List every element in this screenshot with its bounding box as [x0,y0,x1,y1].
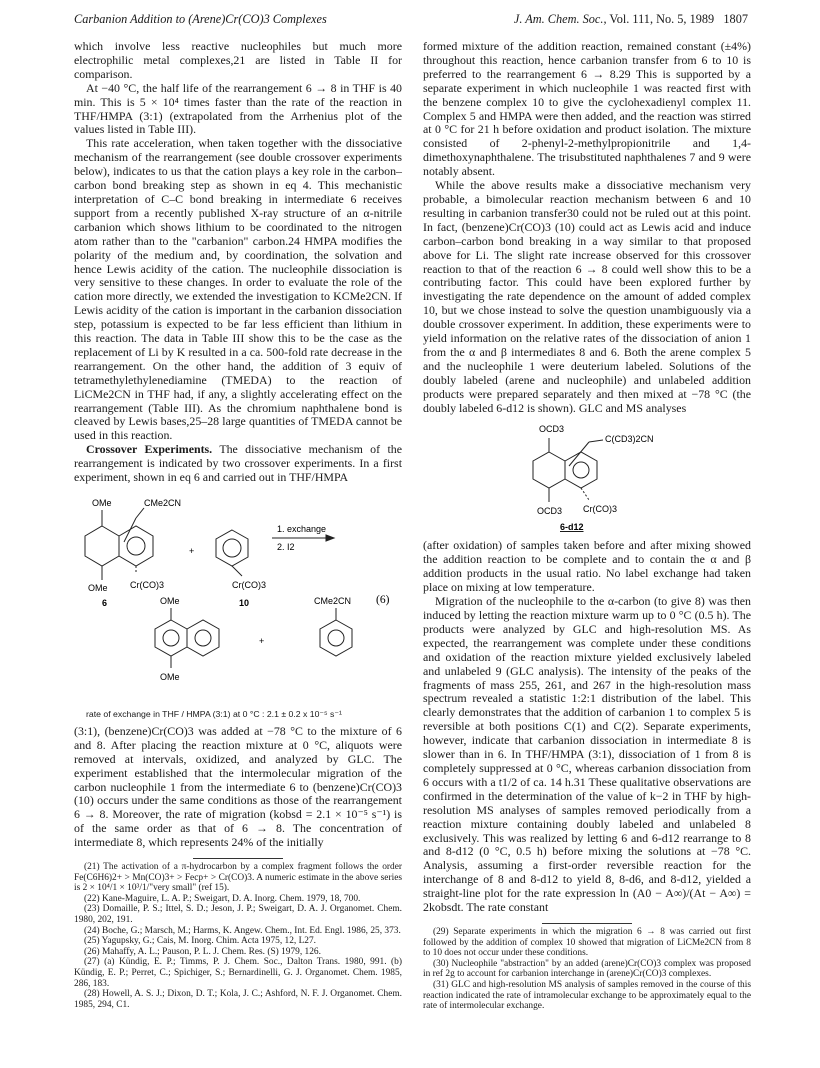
cr-bond [581,488,589,500]
bond [136,508,144,518]
paragraph: (3:1), (benzene)Cr(CO)3 was added at −78 °C to the mixture of 6 and 8. After placing the reaction mixture at 0 °C, aliquots were removed at intervals, oxidized, and analyzed by GLC. The experiment established that the intermolecular migration of the carbon nucleophile 1 from the intermediate 6 to (benzene)Cr(CO)3 (10) occurs under the same conditions as those of the rearrangement 6 → 8. Moreover, the rate of migration (kobsd = 2.1 × 10⁻⁵ s⁻¹) is of the same order as that of 6 → 8. The concentration of intermediate 8, which represents 24% of the initially [74,723,402,850]
ring-prod-a [155,620,187,656]
arrow-condition: 2. I2 [277,542,295,552]
ring-6b [119,526,153,566]
substituent-label: OCD3 [537,506,563,517]
scheme-equation-6 [74,488,402,722]
scheme-caption: rate of exchange in THF / HMPA (3:1) at 0 °C : 2.1 ± 0.2 x 10⁻⁵ s⁻¹ [86,709,342,719]
running-title: Carbanion Addition to (Arene)Cr(CO)3 Complexes [74,12,327,26]
paragraph: which involve less reactive nucleophiles but much more electrophilic metal complexes,21 are listed in Table II for comparison. [74,39,402,81]
paragraph: (after oxidation) of samples taken before and after mixing showed the addition reaction to be complete and to contain the α and β addition products in the usual ratio. No label exchange had taken place on mixing at low temperature. [423,538,751,595]
paragraph: This rate acceleration, when taken together with the dissociative mechanism of the rearrangement (see double crossover experiments below), indicates to us that the cation plays a key role in the carbon–carbon bond breaking step as shown in eq 4. This mechanistic interpretation of C–C bond breaking in intermediate 6 receives support from a recently published X-ray structure of an α-nitrile carbanion which shows lithium to be coordinated to the nitrogen atom rather than to the "carbanion" carbon.24 HMPA modifies the polarity of the medium and, by coordination, the solvation and hence Lewis acidity of the cation. The nucleophile dissociation is very sensitive to these changes. In order to evaluate the role of the cation more directly, we extended the investigation to KCMe2CN. If Lewis acidity of the cation is important in the carbanion dissociation step, potassium is expected to be far less efficient than lithium in this reaction. The data in Table III show this to be the case as the replacement of Li by K resulted in a ca. 500-fold rate decrease in the rearrangement. On the other hand, the addition of 3 equiv of tetramethylethylenediamine (TMEDA) to the reaction of LiCMe2CN in THF had, if any, a slightly accelerating effect on the rearrangement (Table III). As the chromium naphthalene bond is cleaved by Lewis bases,25–28 large quantities of TMEDA cannot be used in this reaction. [74,136,402,443]
compound-number: 6-d12 [560,522,584,533]
arrow-condition: 1. exchange [277,524,327,534]
footnote-rule [193,858,283,859]
scheme-drawing [74,488,402,708]
ring-a [533,452,565,488]
aromatic-circle [195,630,211,646]
footnote: (24) Boche, G.; Marsch, M.; Harms, K. Angew. Chem., Int. Ed. Engl. 1986, 25, 373. [84,925,401,936]
aromatic-circle [127,537,145,555]
bond [124,518,136,542]
equation-number: (6) [376,594,390,606]
paragraph: At −40 °C, the half life of the rearrangement 6 → 8 in THF is 40 min. This is 5 × 10⁴ times faster than the rate of the reaction in THF/HMPA (3:1) (extrapolated from the Arrhenius plot of the values listed in Table III). [74,80,402,137]
right-column [423,40,751,1012]
compound-number: 10 [239,598,250,608]
paragraph-text: The dissociative mechanism of the rearrangement is indicated by two crossover experiments. In a first experiment, shown in eq 6 and carried out in THF/HMPA [74,442,402,485]
paragraph: Migration of the nucleophile to the α-carbon (to give 8) was then induced by letting the reaction mixture warm up to 0 °C (0.5 h). The products were analyzed by GLC and high-resolution MS. As expected, the rearrangement was complete under these conditions and oxidation of the reaction mixture yielded exclusively labeled and unlabeled 9 (GLC analysis). The intensity of the peaks of the fragments of mass 255, 261, and 267 in the high-resolution mass spectrum revealed a statistic 1:2:1 distribution of the label. This clearly demonstrates that the addition of carbanion 1 to complex 5 is reversible at both positions C(1) and C(2). Separate experiments, however, indicate that carbanion dissociation in intermediate 8 is slower than in 6. In THF/HMPA (3:1), dissociation of 1 from 8 is completely suppressed at 0 °C, whereas carbanion dissociation from 6 occurs with a t1/2 of ca. 14 h.31 These qualitative observations are confirmed in the determination of the value of k−2 in THF by high-resolution MS analyses of samples removed periodically from a reaction mixture containing doubly labeled and unlabeled 8 exclusively. This was realized by letting 6 and 6-d12 rearrange to 8 and 8-d12 (0 °C, 0.5 h) before mixing the solutions at −78 °C. Analysis, assuming a first-order reversible reaction for the interchange of 8 and 8-d12 to yield 8, 8-d6, and 8-d12, yielded a straight-line plot for the rate expression ln (A0 − A∞)/(At − A∞) = 2kobsdt. The rate constant [423,594,751,915]
footnotes-left [74,862,402,1010]
footnote: (29) Separate experiments in which the migration 6 → 8 was carried out first followed by the addition of complex 10 showed that migration of LiCMe2CN from 8 to 10 does not occur under these conditions. [423,926,751,959]
footnote: (30) Nucleophile "abstraction" by an added (arene)Cr(CO)3 complex was proposed in ref 2g to account for carbanion interchange in (arene)Cr(CO)3 complexes. [423,958,751,980]
footnote-rule [542,923,632,924]
scheme-6-d12 [423,418,751,536]
compound-number: 6 [102,598,108,608]
left-column [74,40,402,1010]
metal-fragment-label: Cr(CO)3 [583,504,617,515]
scheme-d12-drawing [423,418,751,536]
plus-sign: + [259,636,265,646]
footnote: (23) Domaille, P. S.; Ittel, S. D.; Jeson, J. P.; Sweigart, D. A. J. Organomet. Chem. 1980, 202, 191. [74,904,402,926]
ring-10 [216,530,248,566]
paragraph: While the above results make a dissociative mechanism very probable, a bimolecular reaction mechanism between 6 and 10 resulting in carbanion transfer30 could not be ruled out at this point. In fact, (benzene)Cr(CO)3 (10) could act as Lewis acid and induce carbon–carbon bond breaking in a way similar to that proposed above for Li. The slight rate increase observed for this crossover reaction to that of the reaction 6 → 8 could well show this to be a contributing factor. This could have been explored further by investigating the rate dependence on the amount of added complex 10, but we chose instead to solve the question unambiguously via a double crossover experiment. In addition, these experiments were to yield information on the relative rates of the dissociation of anion 1 from the α and β intermediates 8 and 6. Both the arene complex 5 and the nucleophile 1 were deuterium labeled. Solutions of the doubly labeled (arene and nucleophile) and unlabeled addition products were prepared separately and then mixed at −78 °C (the doubly labeled 6-d12 is shown). GLC and MS analyses [423,178,751,415]
footnote: (26) Mahaffy, A. L.; Pauson, P. L. J. Chem. Res. (S) 1979, 126. [84,946,321,957]
ring-b [565,452,597,488]
footnote: (27) (a) Kündig, E. P.; Timms, P. J. Chem. Soc., Dalton Trans. 1980, 991. (b) Kündig, E. P.; Perret, C.; Spichiger, S.; Bernardinelli, G. J. Organomet. Chem. 1985, 286, 183. [74,957,402,989]
metal-fragment-label: Cr(CO)3 [232,580,266,590]
ring-prod-c [320,620,352,656]
substituent-label: CMe2CN [314,596,352,606]
plus-sign: + [189,546,195,556]
paragraph [74,443,402,485]
ring-prod-b [187,620,219,656]
substituent-label: OMe [92,498,112,508]
footnote: (22) Kane-Maguire, L. A. P.; Sweigart, D. A. Inorg. Chem. 1979, 18, 700. [84,893,361,904]
substituent-label: C(CD3)2CN [605,434,654,445]
aromatic-circle [328,630,344,646]
page-number: 1807 [723,12,748,26]
footnote: (25) Yagupsky, G.; Cais, M. Inorg. Chim. Acta 1975, 12, L27. [84,936,317,947]
footnote: (31) GLC and high-resolution MS analysis of samples removed in the course of this reaction indicated the rate of intramolecular exchange to be approximately equal to the rate of intermolecular exchange. [423,979,751,1012]
substituent-label: CMe2CN [144,498,182,508]
footnote: (28) Howell, A. S. J.; Dixon, D. T.; Kola, J. C.; Ashford, N. F. J. Organomet. Chem. 1985, 294, C1. [74,989,402,1010]
page-header [74,12,748,30]
substituent-label: OMe [160,596,180,606]
arrowhead [326,535,334,541]
metal-fragment-label: Cr(CO)3 [130,580,164,590]
cr-bond [232,566,242,576]
journal-name: J. Am. Chem. Soc., [513,12,607,26]
paragraph: formed mixture of the addition reaction, remained constant (±4%) throughout this reaction, hence carbanion transfer from 6 to 10 is preferred to the rearrangement 6 → 8.29 This is supported by a separate experiment in which nucleophile 1 was reacted first with the benzene complex 10 to give the cyclohexadienyl complex 11. Complex 5 and HMPA were then added, and the reaction was stirred at 0 °C for 21 h before oxidation and product isolation. The mixture consisted of 2-phenyl-2-methylpropionitrile and 1,4-dimethoxynaphthalene. The trisubstituted naphthalenes 7 and 9 were notably absent. [423,39,751,179]
aromatic-circle [223,539,241,557]
substituent-label: OMe [88,583,108,593]
aromatic-circle [163,630,179,646]
volume-info: Vol. 111, No. 5, 1989 [609,12,715,26]
substituent-label: OMe [160,672,180,682]
bond [589,440,603,442]
aromatic-circle [573,462,589,478]
footnote: (21) The activation of a π-hydrocarbon by a complex fragment follows the order Fe(C6H6)2+ > Mn(CO)3+ > Fecp+ > Cr(CO)3. A numeric estimate in the above series is 2 × 10⁴/1 × 10³/1/"very small" (ref 15). [74,862,402,894]
substituent-label: OCD3 [539,424,565,435]
section-heading: Crossover Experiments. [86,442,213,457]
footnotes-right [423,927,751,1012]
ring-6a [85,526,119,566]
journal-citation [514,12,748,27]
